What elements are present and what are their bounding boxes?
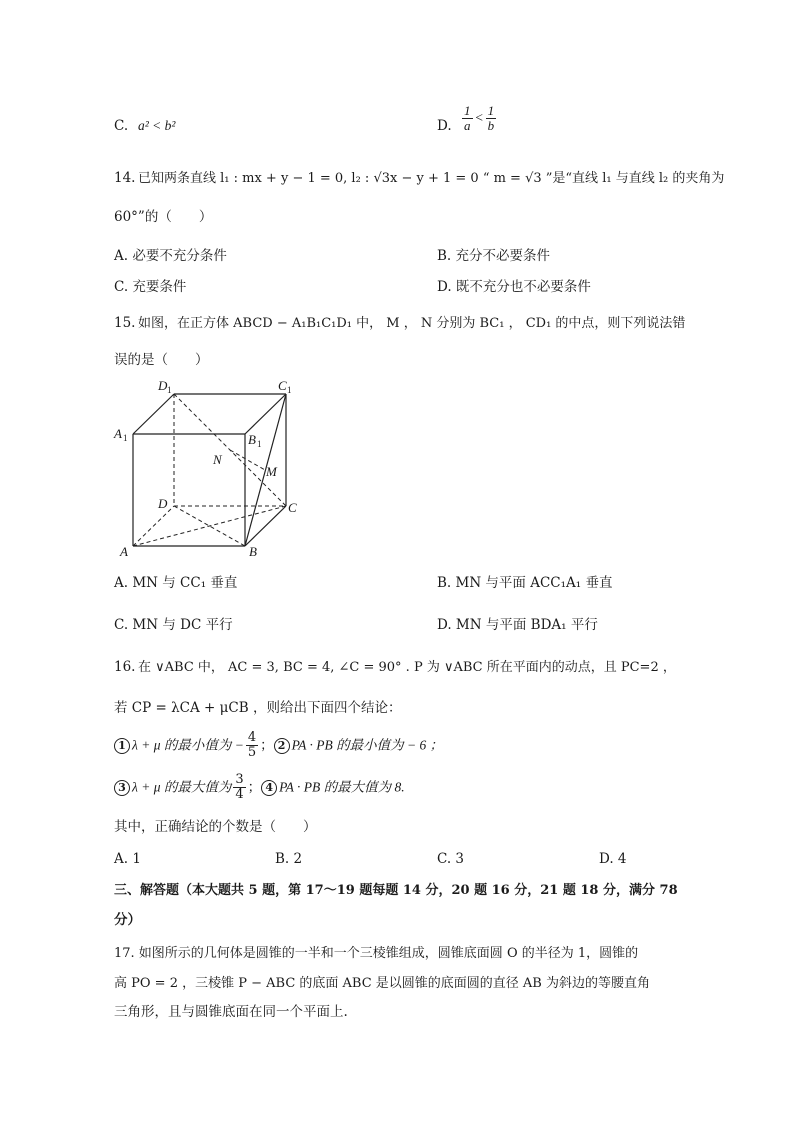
q14-option-a: A. 必要不充分条件 (114, 248, 227, 264)
q16-option-d: D. 4 (599, 851, 627, 867)
q14-stem-line2: 60°”的（ ） (114, 209, 213, 225)
label-n: N (213, 452, 222, 467)
label-b: B (249, 544, 257, 559)
q15-stem-line1: 如图，在正方体 ABCD − A₁B₁C₁D₁ 中， M ， N 分别为 BC₁ ， CD₁ 的中点，则下列说法错 (138, 316, 686, 331)
label-c: C (288, 500, 297, 515)
q15-option-b: B. MN 与平面 ACC₁A₁ 垂直 (437, 575, 613, 591)
q13-option-c-expr: a² < b² (138, 118, 176, 133)
label-m: M (266, 464, 277, 479)
q15-option-c: C. MN 与 DC 平行 (114, 617, 233, 633)
q17-line1: 17. 如图所示的几何体是圆锥的一半和一个三棱锥组成，圆锥底面圆 O 的半径为 1，圆锥的 (114, 946, 639, 961)
q15-number: 15. (114, 315, 136, 331)
section3-heading-line1: 三、解答题（本大题共 5 题，第 17～19 题每题 14 分，20 题 16 分，21 题 18 分，满分 78 (114, 883, 678, 898)
svg-text:1: 1 (287, 385, 292, 395)
less-than-sign: < (474, 109, 484, 125)
q16-conclusion-3-4: 3 λ + μ 的最大值为 $\frac{3}{4}$ ； 4 PA · PB 的最大值为 8. (114, 773, 405, 803)
svg-text:1: 1 (257, 439, 262, 449)
q16-option-b: B. 2 (275, 851, 303, 867)
circled-number-3: 3 (114, 780, 130, 796)
q16-stem-line1: 在 ∨ABC 中， AC = 3, BC = 4, ∠C = 90° . P 为 ∨ABC 所在平面内的动点，且 PC=2 ， (138, 660, 676, 675)
cube-figure (110, 374, 310, 562)
q15-option-d: D. MN 与平面 BDA₁ 平行 (437, 617, 598, 633)
q17-line3: 三角形，且与圆锥底面在同一个平面上. (114, 1004, 348, 1020)
label-c1: C (278, 378, 287, 393)
q14-option-d: D. 既不充分也不必要条件 (437, 279, 591, 295)
circled-number-1: 1 (114, 738, 130, 754)
q16-ask: 其中，正确结论的个数是（ ） (114, 819, 317, 835)
q14-option-c: C. 充要条件 (114, 279, 187, 295)
label-a: A (120, 544, 128, 559)
q16-conclusion-1-2: 1 λ + μ 的最小值为 − $\frac{4}{5}$ ； 2 PA · PB 的最小值为 − 6 ； (114, 731, 443, 761)
q17-line2: 高 PO = 2 ，三棱锥 P − ABC 的底面 ABC 是以圆锥的底面圆的直径 AB 为斜边的等腰直角 (114, 976, 650, 991)
q13-option-c-label: C. (114, 118, 129, 134)
circled-number-4: 4 (261, 780, 277, 796)
svg-text:1: 1 (123, 433, 128, 443)
q13-option-d-label: D. (437, 118, 452, 134)
q14-number: 14. (114, 170, 136, 186)
q15-stem-line2: 误的是（ ） (114, 352, 209, 368)
label-a1: A (114, 426, 122, 441)
q16-number: 16. (114, 659, 136, 675)
q16-option-a: A. 1 (114, 851, 141, 867)
circled-number-2: 2 (274, 738, 290, 754)
q14-stem-line1: 已知两条直线 l₁ : mx + y − 1 = 0, l₂ : √3x − y + 1 = 0 “ m = √3 ”是“直线 l₁ 与直线 l₂ 的夹角为 (138, 171, 725, 186)
q14-option-b: B. 充分不必要条件 (437, 248, 551, 264)
label-b1: B (248, 432, 256, 447)
label-d1: D (158, 378, 168, 393)
q16-stem-line2: 若 CP = λCA + μCB ，则给出下面四个结论： (114, 700, 402, 716)
q13-option-d-expr: $\frac{1}{a}$ < $\frac{1}{b}$ (464, 103, 495, 134)
label-d: D (158, 496, 168, 511)
section3-heading-line2: 分） (114, 912, 141, 928)
svg-text:1: 1 (167, 385, 172, 395)
q16-option-c: C. 3 (437, 851, 465, 867)
q15-option-a: A. MN 与 CC₁ 垂直 (114, 575, 238, 591)
